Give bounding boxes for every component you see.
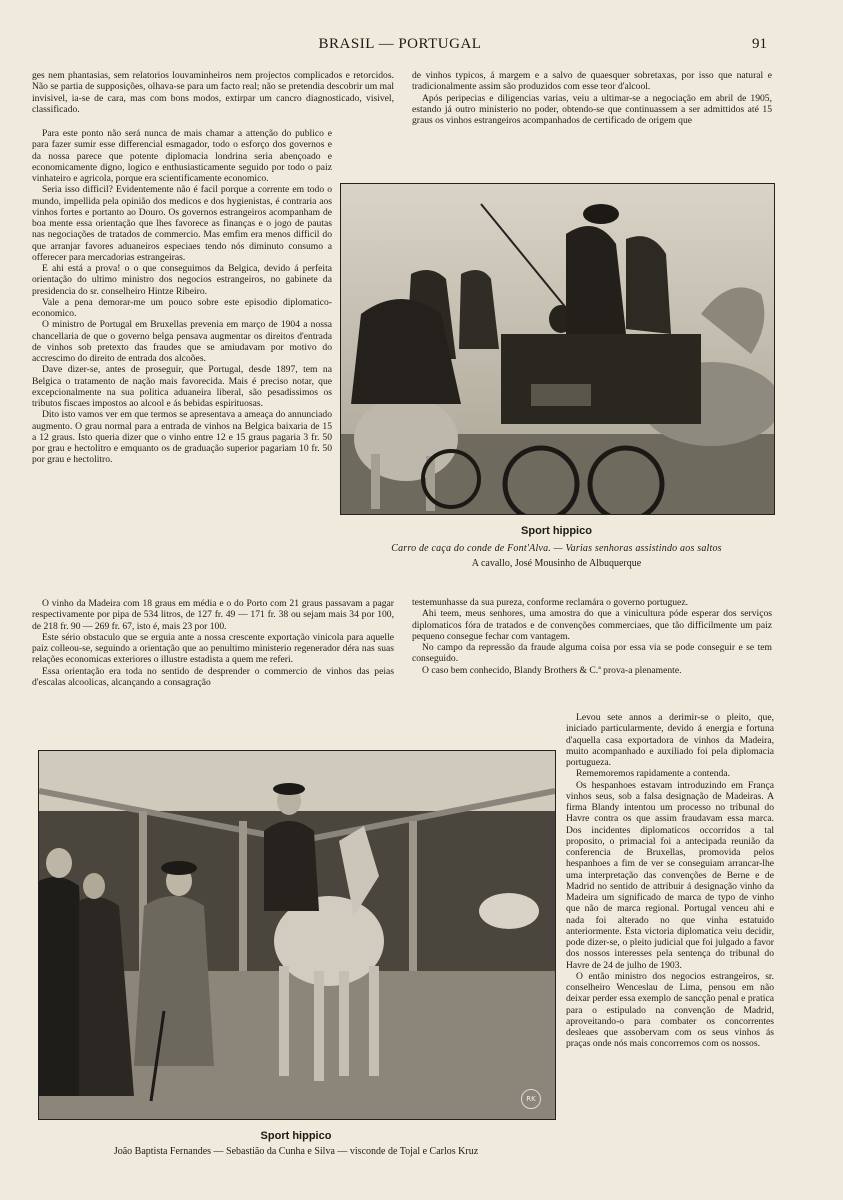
photo2-caption-line1: João Baptista Fernandes — Sebastião da Cunha e Silva — visconde de Tojal e Carlos Kruz [113,1146,479,1157]
paragraph: Este sério obstaculo que se erguia ante a nossa crescente exportação vinicola para aquelle paiz colleou-se, seguindo a orientação que ao penultimo ministerio regenerador déra nas suas relações economicas exteriores o illustre estadista a quem me referi. [32,631,394,666]
paragraph: Após peripecias e diligencias varias, veiu a ultimar-se a negociação em abril de 1905, estando já outro ministerio no poder, obtendo-se que continuassem a ser admittidos até 15 graus os vinhos estrangeiros acompanhados de certificado de origem que [412,92,772,126]
paragraph: O vinho da Madeira com 18 graus em média e o do Porto com 21 graus passavam a pagar respectivamente por pipa de 534 litros, de 127 fr. 49 — 171 fr. 38 ou sejam mais 34 por 100, de 218 fr. 90 — 269 fr. 67, isto é, mais 23 por 100. [32,598,394,632]
paragraph: Rememoremos rapidamente a contenda. [576,768,730,780]
paragraph: de vinhos typicos, á margem e a salvo de quaesquer sobretaxas, por isso que natural e tradicionalmente assim são produzidos com esse teor d'alcool. [412,70,772,93]
photo1-caption-line1: Carro de caça do conde de Font'Alva. — Varias senhoras assistindo aos saltos [391,543,722,554]
paragraph: O então ministro dos negocios estrangeiros, sr. conselheiro Wenceslau de Lima, pensou em não deixar perder essa exemplo de sancção penal e pratica para o estipulado na convenção de Madrid, aproveitando-o para combater os concorrentes desleaes que assobervam com os seus vinhos ás praças onde nós mais concorremos com os nossos. [566,970,774,1050]
photo2-title: Sport hippico [260,1130,332,1142]
riders-illustration [39,751,555,1119]
paragraph: O caso bem conhecido, Blandy Brothers & C.ª prova-a plenamente. [422,664,682,676]
paragraph: Dito isto vamos ver em que termos se apresentava a ameaça do annunciado augmento. O grau normal para a entrada de vinhos na Belgica baixaria de 15 a 12 graus. Isto queria dizer que o vinho entre 12 e 15 graus pagaria 3 fr. 50 por grau e hectolitro e emquanto os de graduação superior pagariam 10 fr. 50 por grau e hectolitro. [32,409,332,466]
riders-photo [38,750,556,1120]
page-header [0,36,843,56]
paragraph: Levou sete annos a derimir-se o pleito, que, iniciado particularmente, devido á energia e fortuna d'aquella casa exportadora de vinhos da Madeira, muito acompanhado e auxiliado foi pela diplomacia portugueza. [566,712,774,768]
photo1-caption-line2: A cavallo, José Mousinho de Albuquerque [471,558,642,569]
paragraph: O ministro de Portugal em Bruxellas prevenia em março de 1904 a nossa chancellaria de que o governo belga pensava augmentar os direitos d'entrada de vinhos sob pretexto das fraudes que se amiudavam por motivo do accrescimo do direito de entrada dos alcoões. [32,319,332,364]
page-number: 91 [752,36,767,52]
right-column-narrow [566,712,774,1050]
paragraph: No campo da repressão da fraude alguma coisa por essa via se pode conseguir e se tem conseguido. [412,642,772,665]
carriage-illustration [341,184,774,514]
left-column-mid [32,598,394,688]
paragraph: Essa orientação era toda no sentido de desprender o commercio de vinhos das peias d'escalas alcoolicas, alcançando a consagração [32,665,394,688]
paragraph: Seria isso difficil? Evidentemente não é facil porque a corrente em todo o mundo, impellida pela opinião dos medicos e dos hygienistas, é contraria aos vinhos fortes e portanto ao Douro. Os governos estrangeiros acompanham de boa mente essa orientação que lhes favorece as finanças e o jogo de pautas nas negociações de tratados de commercio. Mas emfim era menos difficil do que arranjar favores aduaneiros especiaes tendo nós diminuto consumo a offerecer para mercadorias estrangeiras. [32,184,332,263]
paragraph: Vale a pena demorar-me um pouco sobre este episodio diplomatico-economico. [32,296,332,319]
right-column-mid [412,597,772,676]
paragraph: Dave dizer-se, antes de proseguir, que Portugal, desde 1897, tem na Belgica o tratamento de nação mais favorecida. Mais é preciso notar, que excepcionalmente na sua politica aduaneira liberal, são pesadissimos os tributos fiscaes impostos ao alcool e ás bebidas espirituosas. [32,364,332,409]
paragraph: Ahi teem, meus senhores, uma amostra do que a vinicultura póde esperar dos serviços diplomaticos fóra de tratados e de convenções commerciaes, que tão difficilmente um paiz pequeno consegue fechar com vantagem. [412,608,772,642]
running-title: BRASIL — PORTUGAL [318,36,482,52]
left-column-wrap [32,128,332,466]
paragraph: Os hespanhoes estavam introduzindo em França vinhos seus, sob a falsa designação de Madeiras. A firma Blandy intentou um processo no tribunal do Havre contra os que assim fraudavam essa marca. Dos incidentes diplomaticos occorridos a tal proposito, o primacial foi a antecipada reunião da conferencia de Bruxellas, promovida pelos hespanhoes a fim de ver se conseguiam arrancar-lhe uma interpretação das convenções de Berne e de Madrid no sentido de attribuir á designação vinho da Madeira um significado de marca de typo de vinho que não de marca regional. Portugal venceu ahi e nada foi alterado no que vinha estatuido anteriormente. Esta victoria diplomatica veiu decidir, pode dizer-se, o pleito judicial que foi julgado a favor dos nossos interesses pela sentença do tribunal do Havre de 24 de julho de 1903. [566,779,774,971]
photographer-monogram: RK [521,1089,541,1109]
photo1-title: Sport hippico [521,525,592,537]
carriage-photo [340,183,775,515]
paragraph: E ahi está a prova! o o que conseguimos da Belgica, devido á perfeita orientação do ultimo ministro dos negocios estrangeiros, no gabinete da presidencia do sr. conselheiro Hintze Ribeiro. [32,263,332,297]
left-column-top [32,70,394,115]
right-column-top [412,70,772,126]
paragraph: ges nem phantasias, sem relatorios louvaminheiros nem projectos complicados e retorcidos. Não se partia de supposições, olhava-se para um facto real; não se pretendia descobrir um mal invisivel, ia-se de cara, mas com bons modos, extirpar um cancro diagnosticado, visivel, classificado. [32,70,394,115]
paragraph: testemunhasse da sua pureza, conforme reclamára o governo portuguez. [412,597,688,608]
paragraph: Para este ponto não será nunca de mais chamar a attenção do publico e para fazer sumir esse differencial esmagador, todo o esforço dos governos e da nossa parece que potente diplomacia londrina seria abençoado e economicamente digno, logico e enthusiasticamente seguido por todo o paiz vinhateiro e agricola, porque era scientificamente economico. [32,128,332,184]
